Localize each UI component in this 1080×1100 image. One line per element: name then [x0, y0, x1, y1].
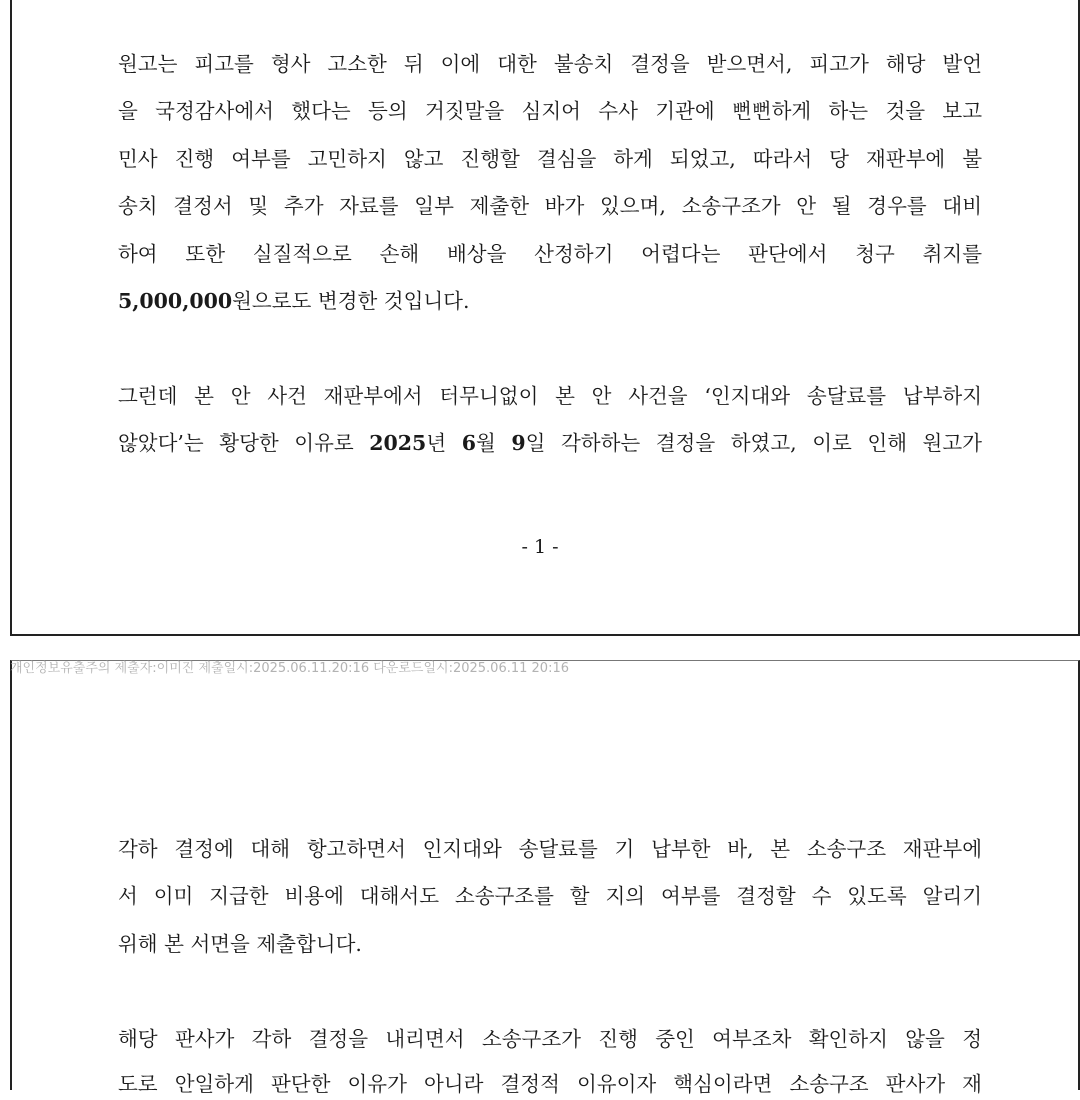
- text-line: 을 국정감사에서 했다는 등의 거짓말을 심지어 수사 기관에 뻔뻔하게 하는 것을 보고: [118, 99, 982, 123]
- claim-amount: 5,000,000: [118, 289, 233, 313]
- text-fragment: 년: [426, 431, 462, 455]
- text-line: 위해 본 서면을 제출합니다.: [118, 932, 362, 956]
- text-line: [118, 285, 982, 317]
- text-line: 서 이미 지급한 비용에 대해서도 소송구조를 할 지의 여부를 결정할 수 있도록 알리기: [118, 884, 982, 908]
- text-line-partial: 도로 안일하게 판단한 이유가 아니라 결정적 이유이자 핵심이라면 소송구조 판사가 재: [118, 1072, 982, 1096]
- text-fragment: 월: [475, 431, 512, 455]
- date-day: 9: [511, 431, 526, 455]
- text-line: 해당 판사가 각하 결정을 내리면서 소송구조가 진행 중인 여부조차 확인하지 않을 정: [118, 1027, 982, 1051]
- text-fragment: 않았다’는 황당한 이유로: [118, 431, 370, 455]
- page-gap: [0, 636, 1080, 660]
- text-fragment: 일 각하하는 결정을 하였고, 이로 인해 원고가: [525, 431, 982, 455]
- text-line: [118, 427, 982, 459]
- page-number: - 1 -: [521, 536, 559, 558]
- text-line: 민사 진행 여부를 고민하지 않고 진행할 결심을 하게 되었고, 따라서 당 재판부에 불: [118, 147, 982, 171]
- text-line: 하여 또한 실질적으로 손해 배상을 산정하기 어렵다는 판단에서 청구 취지를: [118, 242, 982, 266]
- text-line: 송치 결정서 및 추가 자료를 일부 제출한 바가 있으며, 소송구조가 안 될 경우를 대비: [118, 194, 982, 218]
- text-fragment: 원으로도 변경한 것입니다.: [232, 289, 470, 313]
- date-month: 6: [461, 431, 476, 455]
- text-line: 그런데 본 안 사건 재판부에서 터무니없이 본 안 사건을 ‘인지대와 송달료를 납부하지: [118, 384, 982, 408]
- date-year: 2025: [369, 431, 427, 455]
- text-line: 원고는 피고를 형사 고소한 뒤 이에 대한 불송치 결정을 받으면서, 피고가 해당 발언: [118, 52, 982, 76]
- text-line: 각하 결정에 대해 항고하면서 인지대와 송달료를 기 납부한 바, 본 소송구조 재판부에: [118, 837, 982, 861]
- privacy-watermark: 개인정보유출주의 제출자:이미진 제출일시:2025.06.11.20:16 다운로드일시:2025.06.11 20:16: [10, 661, 569, 676]
